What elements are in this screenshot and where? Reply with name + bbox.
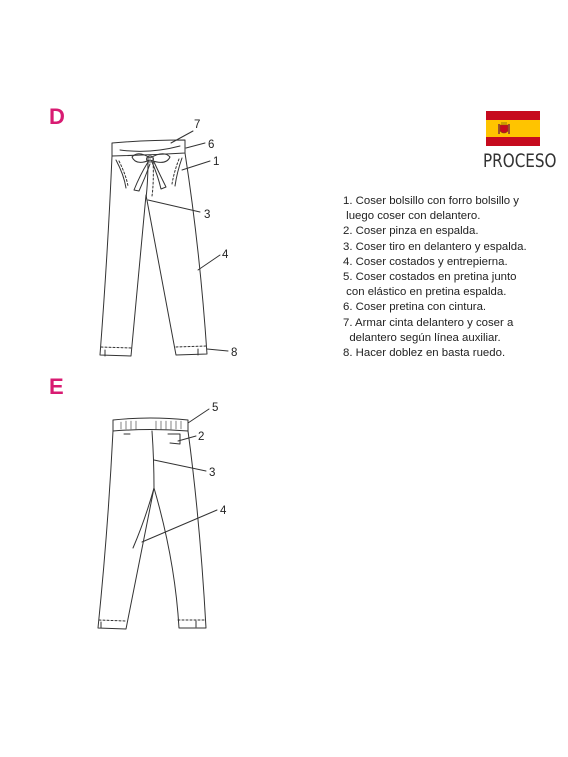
back-callout-lines bbox=[142, 409, 217, 542]
step-line: 2. Coser pinza en espalda. bbox=[343, 225, 479, 238]
view-letter-front: D bbox=[49, 104, 65, 129]
callout-4: 4 bbox=[220, 505, 227, 517]
step-line: 6. Coser pretina con cintura. bbox=[343, 301, 487, 314]
callout-5: 5 bbox=[212, 402, 219, 414]
step-line: con elástico en pretina espalda. bbox=[343, 286, 507, 299]
step-line: delantero según línea auxiliar. bbox=[343, 331, 501, 344]
callout-4: 4 bbox=[222, 249, 229, 261]
callout-3: 3 bbox=[204, 209, 211, 221]
step-line: 5. Coser costados en pretina junto bbox=[343, 271, 517, 284]
step-line: 1. Coser bolsillo con forro bolsillo y bbox=[343, 195, 519, 207]
step-line: 8. Hacer doblez en basta ruedo. bbox=[343, 347, 506, 360]
front-pants-drawing bbox=[100, 140, 207, 356]
callout-2: 2 bbox=[198, 431, 205, 443]
back-pants-drawing bbox=[98, 418, 206, 629]
callout-3: 3 bbox=[209, 467, 216, 479]
callout-1: 1 bbox=[213, 156, 220, 168]
page-title: PROCESO bbox=[483, 150, 557, 172]
callout-6: 6 bbox=[208, 139, 215, 151]
step-line: luego coser con delantero. bbox=[343, 210, 481, 223]
callout-7: 7 bbox=[194, 119, 201, 131]
view-letter-back: E bbox=[49, 374, 64, 399]
step-line: 4. Coser costados y entrepierna. bbox=[343, 255, 508, 268]
callout-8: 8 bbox=[231, 347, 238, 359]
step-line: 3. Coser tiro en delantero y espalda. bbox=[343, 240, 527, 253]
step-line: 7. Armar cinta delantero y coser a bbox=[343, 316, 514, 329]
